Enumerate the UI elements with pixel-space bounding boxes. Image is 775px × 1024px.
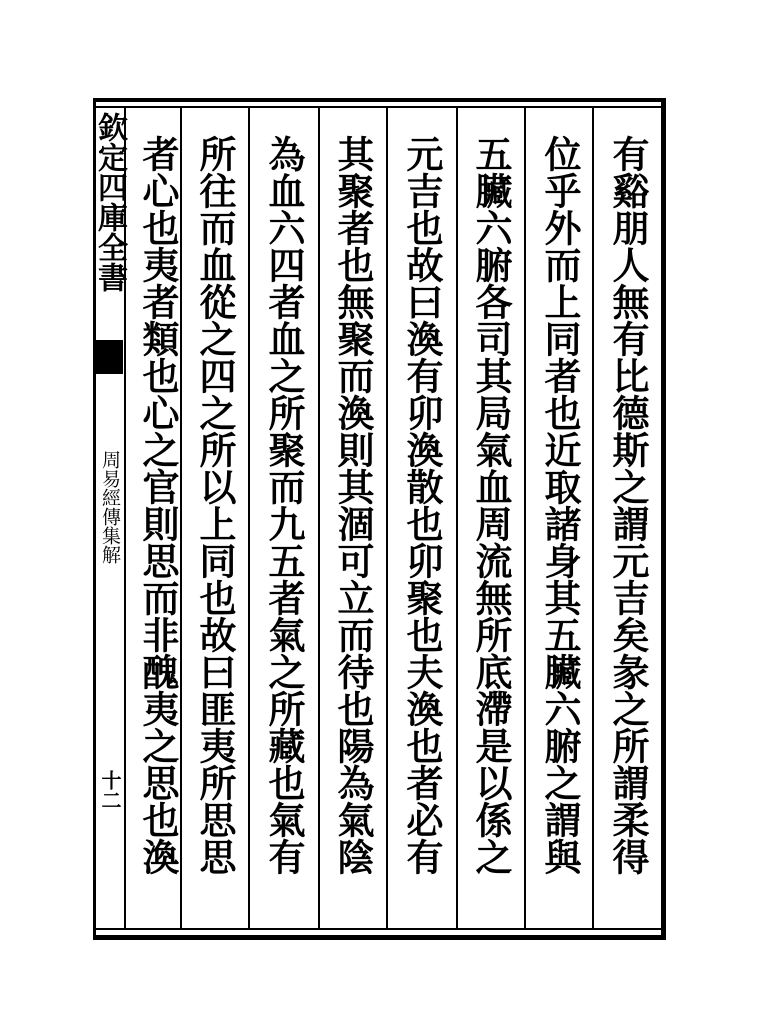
- text-column: 為血六四者血之所聚而九五者氣之所藏也氣有: [262, 135, 306, 875]
- text-column: 有谿朋人無有比德斯之謂元吉矣彖之所謂柔得: [606, 135, 650, 875]
- column-rule: [386, 106, 388, 928]
- frame-inner-top-rule: [93, 106, 666, 108]
- column-rule: [524, 106, 526, 928]
- text-column: 其聚者也無聚而渙則其涸可立而待也陽為氣陰: [331, 135, 375, 875]
- fishtail-mark: [93, 340, 123, 374]
- margin-heading: 欽定四庫全書: [92, 112, 127, 292]
- column-rule: [318, 106, 320, 928]
- frame-inner-bottom-rule: [93, 928, 666, 930]
- book-title: 周易經傳集解: [99, 450, 121, 564]
- text-column: 元吉也故曰渙有卯渙散也卯聚也夫渙也者必有: [400, 135, 444, 875]
- fishtail-notch: [93, 372, 123, 380]
- column-rule: [456, 106, 458, 928]
- column-rule: [248, 106, 250, 928]
- text-column: 位乎外而上同者也近取諸身其五臟六腑之謂與: [538, 135, 582, 875]
- text-column: 所往而血從之四之所以上同也故曰匪夷所思思: [193, 135, 237, 875]
- column-rule: [592, 106, 594, 928]
- folio-number: 十二: [98, 770, 122, 810]
- text-column: 五臟六腑各司其局氣血周流無所底滯是以係之: [469, 135, 513, 875]
- text-column: 者心也夷者類也心之官則思而非醜夷之思也渙: [136, 135, 180, 875]
